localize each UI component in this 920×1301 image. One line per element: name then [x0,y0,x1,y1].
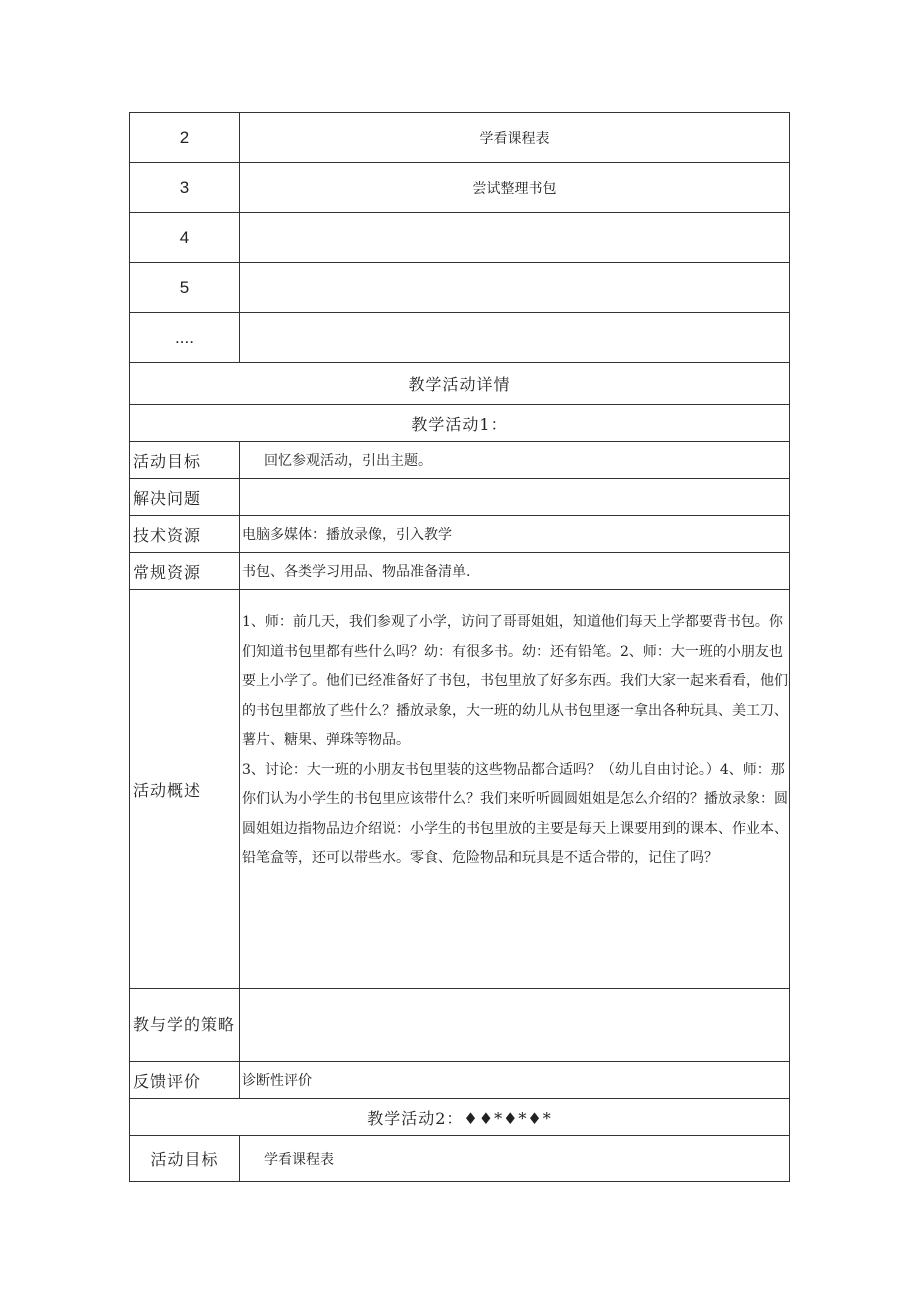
activity1-strategy [240,989,790,1062]
schedule-row [130,313,790,363]
schedule-content [240,213,790,263]
schedule-number: 3 [130,163,240,213]
schedule-number: 5 [130,263,240,313]
activity1-tech-label: 技术资源 [130,516,240,553]
lesson-plan-table [129,112,790,1182]
activity1-overview-label: 活动概述 [130,590,240,989]
activity1-tech: 电脑多媒体：播放录像，引入教学 [240,516,790,553]
activity1-goal: 回忆参观活动，引出主题。 [240,442,790,479]
schedule-number: 2 [130,113,240,163]
activity2-title: 教学活动2：♦♦*♦*♦* [130,1099,790,1136]
activity1-regular-label: 常规资源 [130,553,240,590]
schedule-row [130,113,790,163]
activity1-title: 教学活动1： [130,405,790,442]
activity1-problem [240,479,790,516]
schedule-content: 学看课程表 [240,113,790,163]
schedule-row [130,263,790,313]
schedule-content: 尝试整理书包 [240,163,790,213]
activity1-feedback-label: 反馈评价 [130,1062,240,1099]
section-title: 教学活动详情 [130,363,790,405]
activity1-overview [240,590,790,989]
schedule-row [130,163,790,213]
activity2-goal: 学看课程表 [240,1136,790,1182]
overview-paragraph-1: 1、师：前几天，我们参观了小学，访问了哥哥姐姐，知道他们每天上学都要背书包。你们知道书包里都有些什么吗？幼：有很多书。幼：还有铅笔。2、师：大一班的小朋友也要上小学了。他们已经准备好了书包，书包里放了好多东西。我们大家一起来看看，他们的书包里都放了些什么？播放录象，大一班的幼儿从书包里逐一拿出各种玩具、美工刀、薯片、糖果、弹珠等物品。 [242,614,788,748]
activity1-strategy-label: 教与学的策略 [130,989,240,1062]
schedule-content [240,263,790,313]
activity1-problem-label: 解决问题 [130,479,240,516]
schedule-number: 4 [130,213,240,263]
overview-paragraph-2: 3、讨论：大一班的小朋友书包里装的这些物品都合适吗？（幼儿自由讨论。）4、师：那你们认为小学生的书包里应该带什么？我们来听听圆圆姐姐是怎么介绍的？播放录象：圆圆姐姐边指物品边介绍说：小学生的书包里放的主要是每天上课要用到的课本、作业本、铅笔盒等，还可以带些水。零食、危险物品和玩具是不适合带的，记住了吗？ [242,761,788,866]
activity2-goal-label: 活动目标 [130,1136,240,1182]
schedule-row [130,213,790,263]
activity1-regular: 书包、各类学习用品、物品准备清单. [240,553,790,590]
activity1-feedback: 诊断性评价 [240,1062,790,1099]
schedule-content [240,313,790,363]
activity1-goal-label: 活动目标 [130,442,240,479]
schedule-number: .... [130,313,240,363]
